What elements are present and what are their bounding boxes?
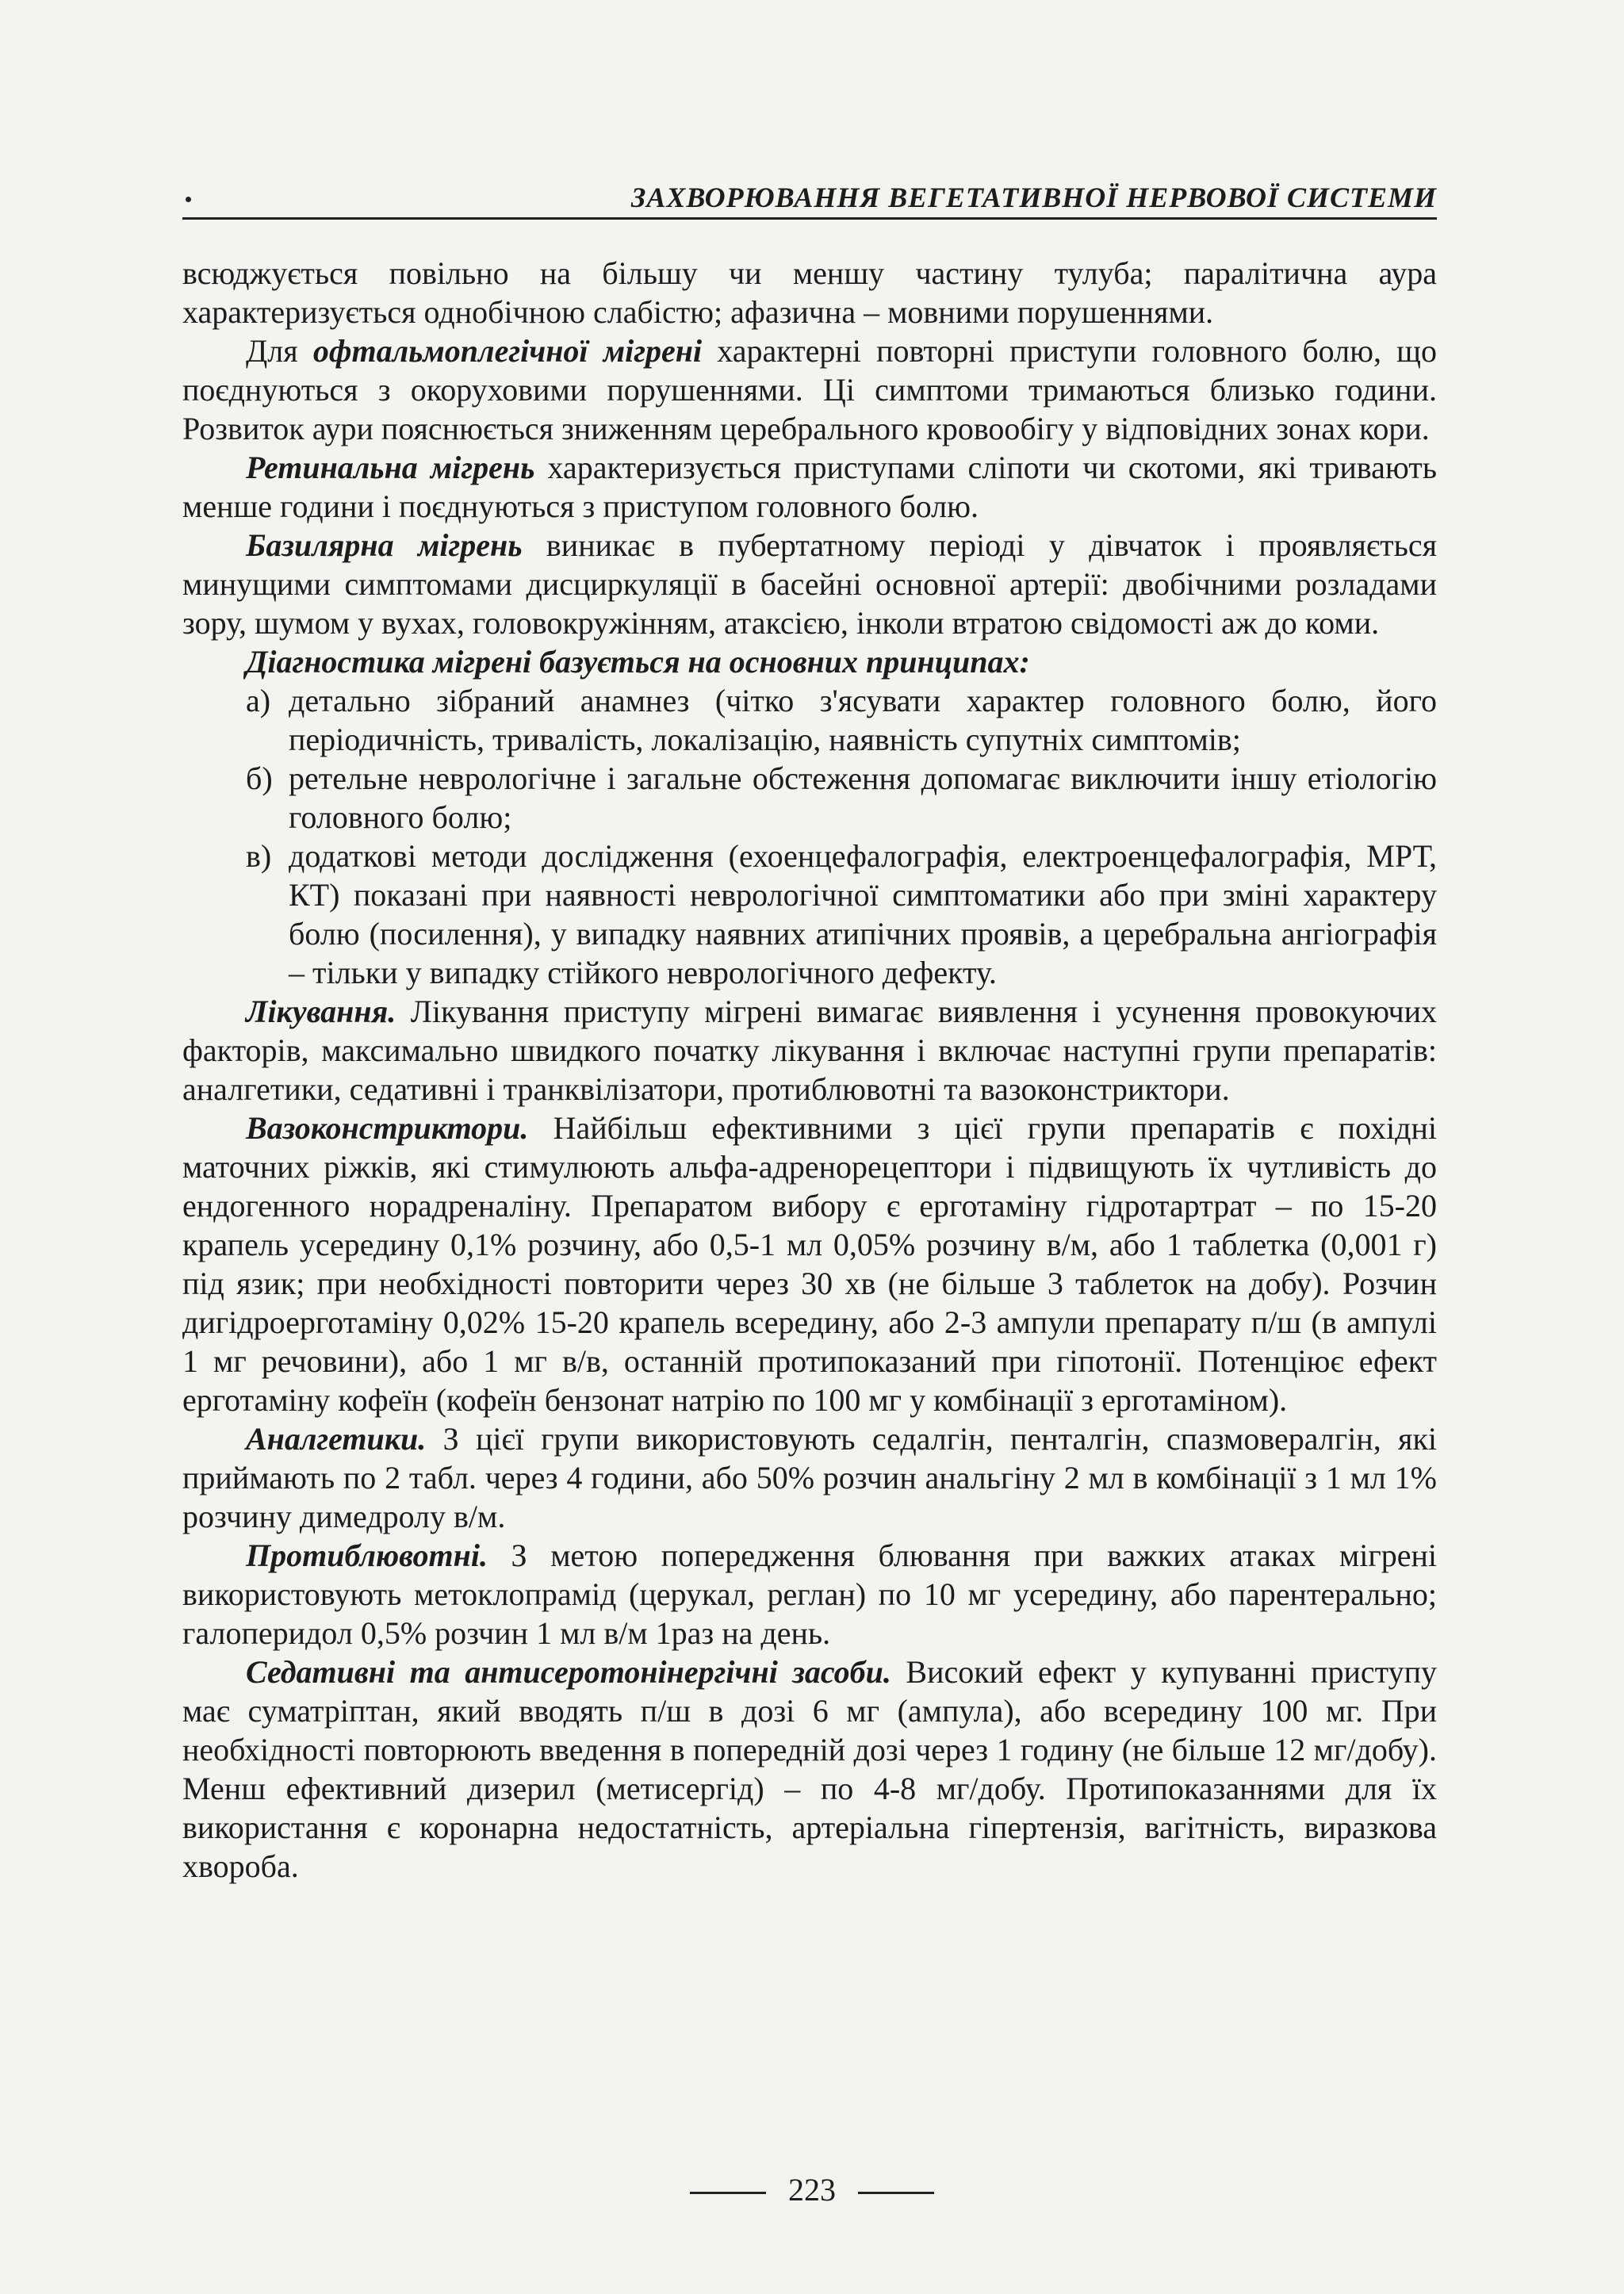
paragraph-lead-term: Вазоконстриктори. <box>246 1110 529 1146</box>
paragraph-text: Найбільш ефективними з цієї групи препаратів є похідні маточних ріжків, які стимулюють альфа-адренорецептори і підвищують їх чутливість до ендогенного норадреналіну. Препаратом вибору є ерготаміну гідротартрат – по 15-20 крапель усередину 0,1% розчину, або 0,5-1 мл 0,05% розчину в/м, або 1 таблетка (0,001 г) під язик; при необхідності повторити через 30 хв (не більше 3 таблеток на добу). Розчин дигідроерготаміну 0,02% 15-20 крапель всередину, або 2-3 ампули препарату п/ш (в ампулі 1 мг речовини), або 1 мг в/в, останній протипоказаний при гіпотонії. Потенціює ефект ерготаміну кофеїн (кофеїн бензонат натрію по 100 мг у комбінації з ерготаміном). <box>182 1110 1437 1418</box>
paragraph-text: характерні повторні приступи головного болю, що поєднуються з окоруховими порушеннями. Ці симптоми тримаються близько години. Розвиток аури пояснюється зниженням церебрального кровообігу у відповідних зонах кори. <box>182 333 1437 446</box>
paragraph-diagnostics-heading <box>182 642 1437 681</box>
paragraph-text: всюджується повільно на більшу чи меншу частину тулуба; паралітична аура характеризується однобічною слабістю; афазична – мовними порушеннями. <box>182 255 1437 330</box>
list-marker: а) <box>246 683 271 718</box>
paragraph-text: виникає в пубертатному періоді у дівчаток і проявляється минущими симптомами дисциркуляції в басейні основної артерії: двобічними розладами зору, шумом у вухах, головокружінням, атаксією, інколи втратою свідомості аж до коми. <box>182 527 1437 641</box>
paragraph-lead-term: Седативні та антисеротонінергічні засоби. <box>246 1654 891 1690</box>
paragraph-analgesics <box>182 1419 1437 1536</box>
list-marker: б) <box>246 760 273 796</box>
list-marker: в) <box>246 838 272 874</box>
paragraph-text: Лікування приступу мігрені вимагає виявлення і усунення провокуючих факторів, максимально швидкого початку лікування і включає наступні групи препаратів: аналгетики, седативні і транквілізатори, протиблювотні та вазоконстриктори. <box>182 994 1437 1107</box>
paragraph-vasoconstrictors <box>182 1109 1437 1419</box>
paragraph-aura-continuation <box>182 254 1437 331</box>
paragraph-retinal-migraine <box>182 448 1437 526</box>
paragraph-antiemetics <box>182 1536 1437 1653</box>
paragraph-sedatives <box>182 1653 1437 1886</box>
header-title: ЗАХВОРЮВАННЯ ВЕГЕТАТИВНОЇ НЕРВОВОЇ СИСТЕМИ <box>631 182 1437 213</box>
paragraph-text: Високий ефект у купуванні приступу має суматріптан, який вводять п/ш в дозі 6 мг (ампула), або всередину 100 мг. При необхідності повторюють введення в попередній дозі через 1 годину (не більше 12 мг/добу). Менш ефективний дизерил (метисергід) – по 4-8 мг/добу. Протипоказаннями для їх використання є коронарна недостатність, артеріальна гіпертензія, вагітність, виразкова хвороба. <box>182 1654 1437 1884</box>
page-number: 223 <box>788 2172 836 2208</box>
paragraph-prefix: Для <box>246 333 313 369</box>
page-footer <box>0 2171 1624 2208</box>
paragraph-text: характеризується приступами сліпоти чи скотоми, які тривають менше години і поєднуються з приступом головного болю. <box>182 450 1437 524</box>
list-item-text: ретельне неврологічне і загальне обстеження допомагає виключити іншу етіологію головного болю; <box>289 760 1437 835</box>
paragraph-treatment <box>182 992 1437 1109</box>
header-bullet <box>186 197 191 202</box>
list-item-text: додаткові методи дослідження (ехоенцефалографія, електроенцефалографія, МРТ, КТ) показані при наявності неврологічної симптоматики або при зміні характеру болю (посилення), у випадку наявних атипічних проявів, а церебральна ангіографія – тільки у випадку стійкого неврологічного дефекту. <box>289 838 1437 990</box>
list-item <box>182 837 1437 992</box>
paragraph-text: З цієї групи використовують седалгін, пенталгін, спазмовералгін, які приймають по 2 табл. через 4 години, або 50% розчин анальгіну 2 мл в комбінації з 1 мл 1% розчину димедролу в/м. <box>182 1421 1437 1534</box>
paragraph-lead-term: Ретинальна мігрень <box>246 450 535 485</box>
running-header <box>182 176 1437 220</box>
paragraph-lead-term: Базилярна мігрень <box>246 527 523 563</box>
paragraph-lead-term: офтальмоплегічної мігрені <box>312 333 703 369</box>
diagnostics-list <box>182 681 1437 992</box>
list-item <box>182 681 1437 759</box>
paragraph-text: З метою попередження блювання при важких атаках мігрені використовують метоклопрамід (церукал, реглан) по 10 мг усередину, або парентерально; галоперидол 0,5% розчин 1 мл в/м 1раз на день. <box>182 1538 1437 1651</box>
paragraph-lead-term: Аналгетики. <box>246 1421 427 1457</box>
list-item-text: детально зібраний анамнез (чітко з'ясувати характер головного болю, його періодичність, тривалість, локалізацію, наявність супутніх симптомів; <box>289 683 1437 757</box>
footer-rule-right <box>858 2192 934 2194</box>
paragraph-basilar-migraine <box>182 526 1437 642</box>
paragraph-lead-term: Протиблювотні. <box>246 1538 488 1573</box>
footer-rule-left <box>690 2192 766 2194</box>
body-text <box>182 254 1437 1886</box>
paragraph-ophthalmoplegic-migraine <box>182 331 1437 448</box>
list-item <box>182 759 1437 837</box>
section-heading: Діагностика мігрені базується на основних принципах: <box>246 644 1030 680</box>
paragraph-lead-term: Лікування. <box>246 994 396 1029</box>
